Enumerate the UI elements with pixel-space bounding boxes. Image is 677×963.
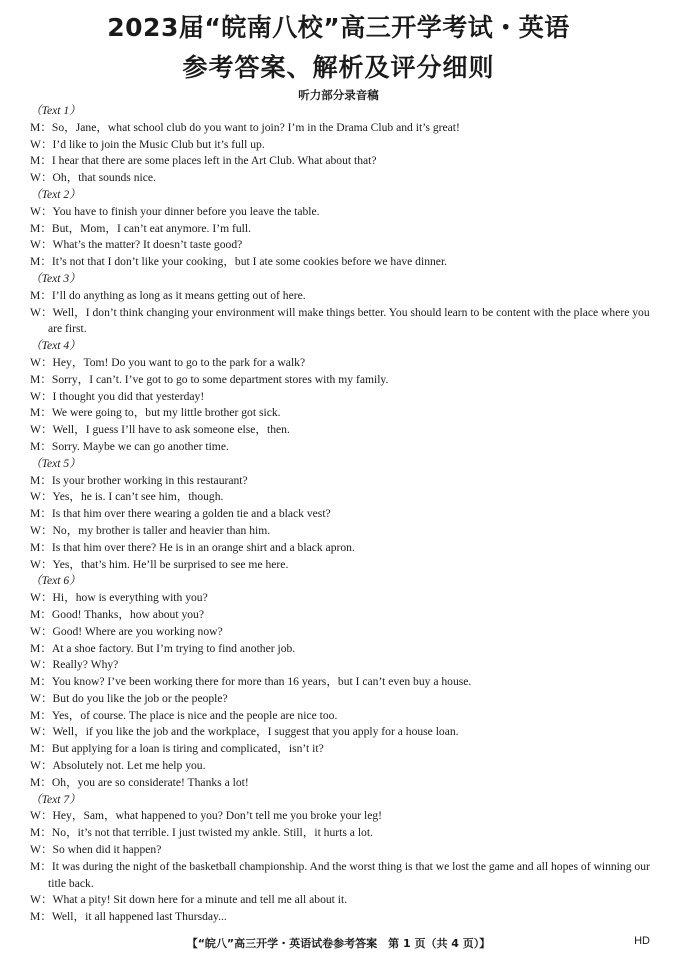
dialogue-line: M：Good! Thanks，how about you? [30,607,204,621]
dialogue-line: M：Oh，you are so considerate! Thanks a lot! [30,775,249,789]
section-heading: 听力部分录音稿 [298,88,379,102]
transcript-body [30,103,658,926]
text-label: （Text 5） [30,456,81,470]
dialogue-line: W：I thought you did that yesterday! [30,389,205,403]
dialogue-line: W：Good! Where are you working now? [30,624,223,638]
dialogue-line: W：Absolutely not. Let me help you. [30,759,206,773]
dialogue-line: M：No，it’s not that terrible. I just twisted my ankle. Still，it hurts a lot. [30,826,373,840]
dialogue-line: M：Is your brother working in this restaurant? [30,473,248,487]
dialogue-line: W：Yes，that’s him. He’ll be surprised to see me here. [30,557,289,571]
document-subtitle: 参考答案、解析及评分细则 [182,53,495,82]
page-footer [0,935,677,953]
dialogue-line: M：But，Mom，I can’t eat anymore. I’m full. [30,221,251,235]
dialogue-line: W：Well，I don’t think changing your environment will make things better. You should learn to be content with the place where you are first. [30,305,650,336]
dialogue-line: M：Yes，of course. The place is nice and the people are nice too. [30,708,338,722]
dialogue-line: W：Oh，that sounds nice. [30,171,156,185]
text-label: （Text 4） [30,339,81,353]
dialogue-line: M：Well，it all happened last Thursday... [30,910,227,924]
dialogue-line: W：Hey，Tom! Do you want to go to the park for a walk? [30,355,306,369]
dialogue-line: W：Hi，how is everything with you? [30,591,208,605]
dialogue-line: M：Is that him over there wearing a golden tie and a black vest? [30,507,331,521]
dialogue-line: W：Well，I guess I’ll have to ask someone else，then. [30,423,290,437]
dialogue-line: W：Well，if you like the job and the workplace，I suggest that you apply for a house loan. [30,725,459,739]
dialogue-line: W：Yes，he is. I can’t see him，though. [30,490,224,504]
dialogue-line: M：I hear that there are some places left in the Art Club. What about that? [30,154,377,168]
dialogue-line: M：Sorry，I can’t. I’ve got to go to some department stores with my family. [30,372,389,386]
dialogue-line: M：You know? I’ve been working there for more than 16 years，but I can’t even buy a house. [30,675,472,689]
dialogue-line: M：So，Jane，what school club do you want to join? I’m in the Drama Club and it’s great! [30,120,460,134]
dialogue-line: M：At a shoe factory. But I’m trying to find another job. [30,641,296,655]
dialogue-line: W：What a pity! Sit down here for a minute and tell me all about it. [30,893,348,907]
text-label: （Text 1） [30,104,81,117]
dialogue-line: M：I’ll do anything as long as it means getting out of here. [30,288,306,302]
dialogue-line: W：Hey，Sam，what happened to you? Don’t tell me you broke your leg! [30,809,383,823]
dialogue-line: W：So when did it happen? [30,843,162,857]
dialogue-line: M：Sorry. Maybe we can go another time. [30,439,229,453]
dialogue-line: M：But applying for a loan is tiring and complicated，isn’t it? [30,742,324,756]
dialogue-line: M：It’s not that I don’t like your cooking，but I ate some cookies before we have dinner. [30,255,448,269]
dialogue-line: M：It was during the night of the basketball championship. And the worst thing is that we lost the game and all hopes of winning our title back. [30,859,650,890]
footer-code: HD [634,935,650,947]
text-label: （Text 7） [30,792,81,806]
dialogue-line: M：Is that him over there? He is in an orange shirt and a black apron. [30,540,355,554]
dialogue-line: M：We were going to，but my little brother got sick. [30,406,281,420]
text-label: （Text 3） [30,271,81,285]
dialogue-line: W：What’s the matter? It doesn’t taste good? [30,238,243,252]
document-title: 2023届“皖南八校”高三开学考试・英语 [107,13,570,42]
dialogue-line: W：But do you like the job or the people? [30,691,228,705]
footer-page-info: 【“皖八”高三开学・英语试卷参考答案 第 1 页（共 4 页）】 [186,937,491,950]
dialogue-line: W：I’d like to join the Music Club but it’s full up. [30,137,265,151]
text-label: （Text 6） [30,574,81,588]
dialogue-line: W：Really? Why? [30,658,119,672]
dialogue-line: W：You have to finish your dinner before you leave the table. [30,204,320,218]
dialogue-line: W：No，my brother is taller and heavier than him. [30,523,271,537]
text-label: （Text 2） [30,187,81,201]
